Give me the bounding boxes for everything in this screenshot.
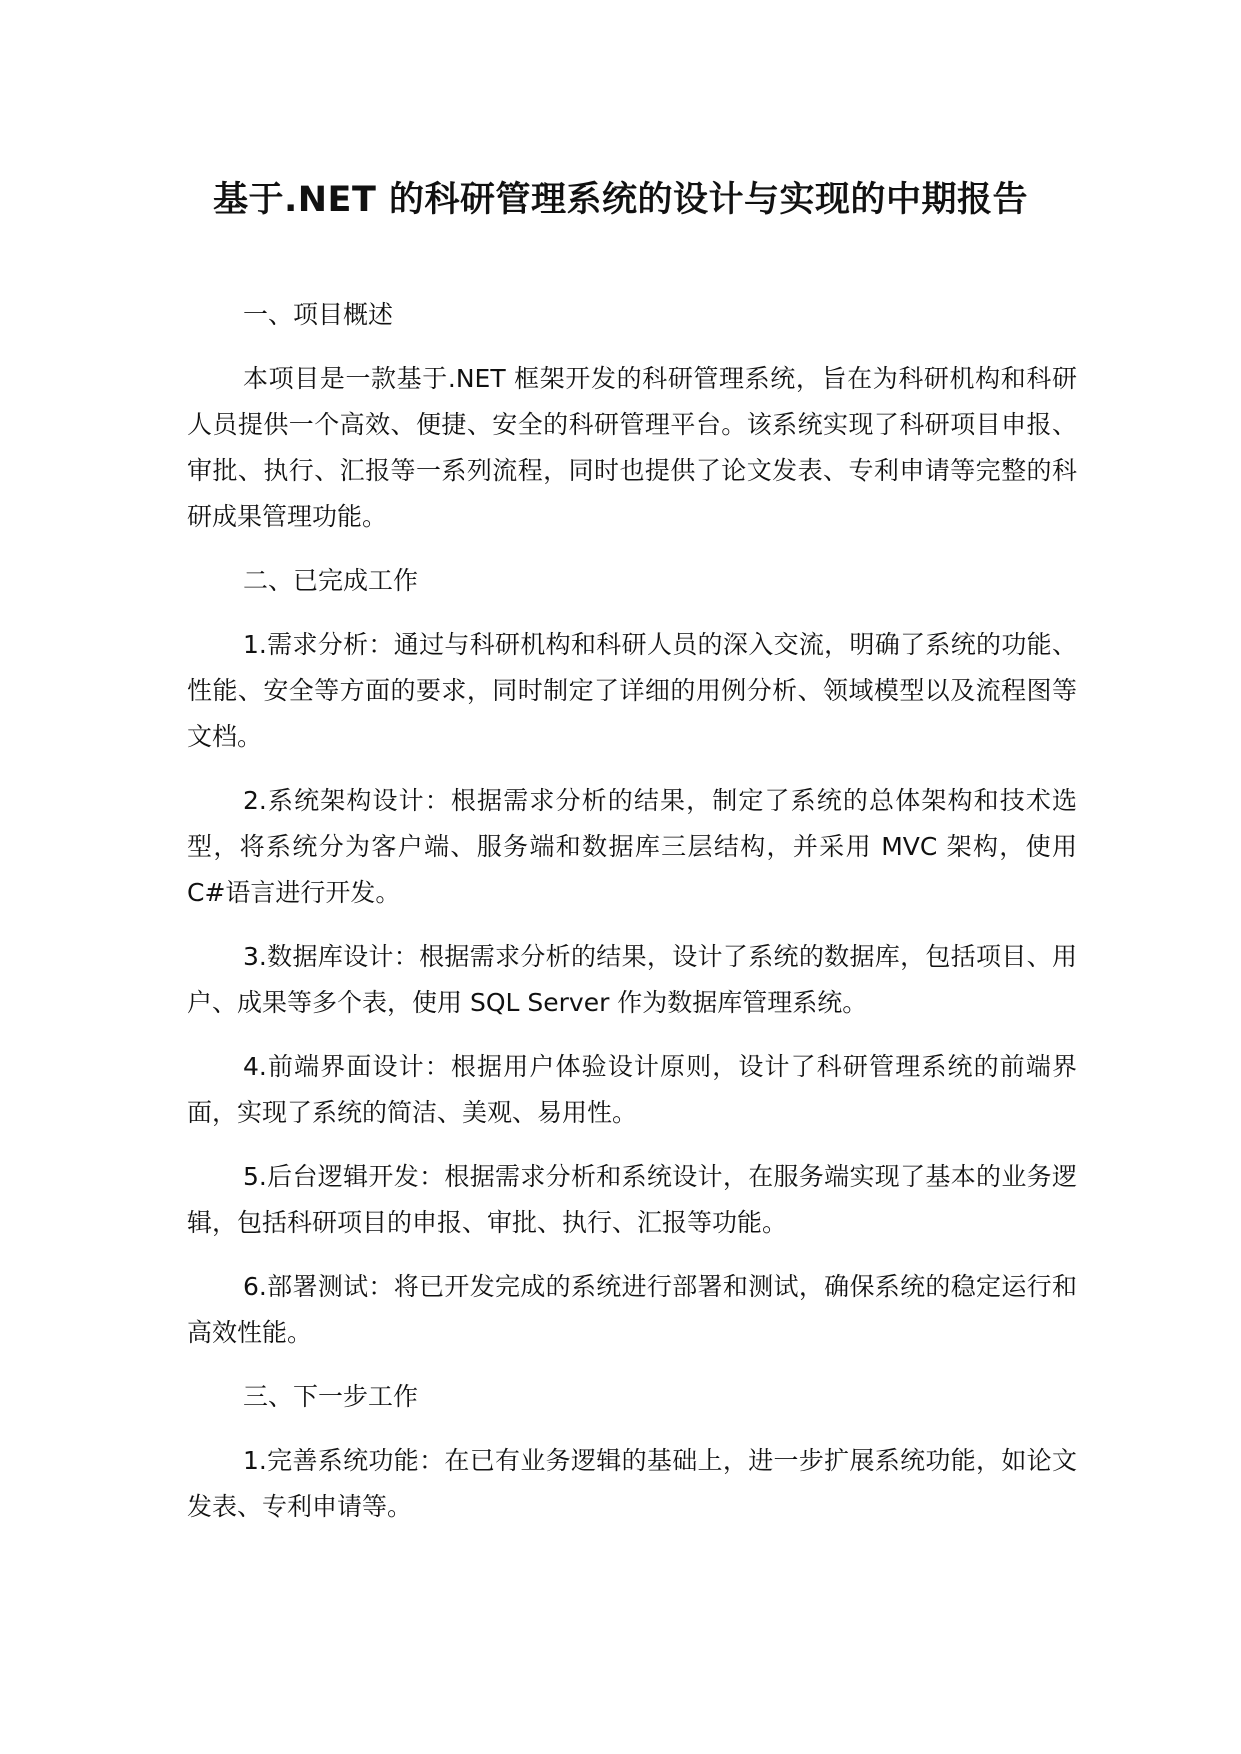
paragraph: 2.系统架构设计：根据需求分析的结果，制定了系统的总体架构和技术选型，将系统分为客户端、服务端和数据库三层结构，并采用 MVC 架构，使用 C#语言进行开发。 — [187, 786, 1077, 907]
section-heading: 三、下一步工作 — [243, 1382, 419, 1411]
section-next-steps — [187, 1374, 1077, 1530]
paragraph: 1.完善系统功能：在已有业务逻辑的基础上，进一步扩展系统功能，如论文发表、专利申请等。 — [187, 1446, 1077, 1521]
section-heading: 二、已完成工作 — [243, 566, 419, 595]
paragraph: 1.需求分析：通过与科研机构和科研人员的深入交流，明确了系统的功能、性能、安全等方面的要求，同时制定了详细的用例分析、领域模型以及流程图等文档。 — [187, 630, 1077, 751]
paragraph: 本项目是一款基于.NET 框架开发的科研管理系统，旨在为科研机构和科研人员提供一个高效、便捷、安全的科研管理平台。该系统实现了科研项目申报、审批、执行、汇报等一系列流程，同时也提供了论文发表、专利申请等完整的科研成果管理功能。 — [187, 364, 1077, 531]
section-overview — [187, 292, 1077, 540]
document-title: 基于.NET 的科研管理系统的设计与实现的中期报告 — [212, 180, 1029, 220]
paragraph: 5.后台逻辑开发：根据需求分析和系统设计，在服务端实现了基本的业务逻辑，包括科研项目的申报、审批、执行、汇报等功能。 — [187, 1162, 1077, 1237]
paragraph: 6.部署测试：将已开发完成的系统进行部署和测试，确保系统的稳定运行和高效性能。 — [187, 1272, 1077, 1347]
section-completed-work — [187, 558, 1077, 1356]
document-body — [187, 292, 1077, 1548]
paragraph: 3.数据库设计：根据需求分析的结果，设计了系统的数据库，包括项目、用户、成果等多个表，使用 SQL Server 作为数据库管理系统。 — [187, 942, 1077, 1017]
paragraph: 4.前端界面设计：根据用户体验设计原则，设计了科研管理系统的前端界面，实现了系统的简洁、美观、易用性。 — [187, 1052, 1077, 1127]
section-heading: 一、项目概述 — [243, 300, 394, 329]
